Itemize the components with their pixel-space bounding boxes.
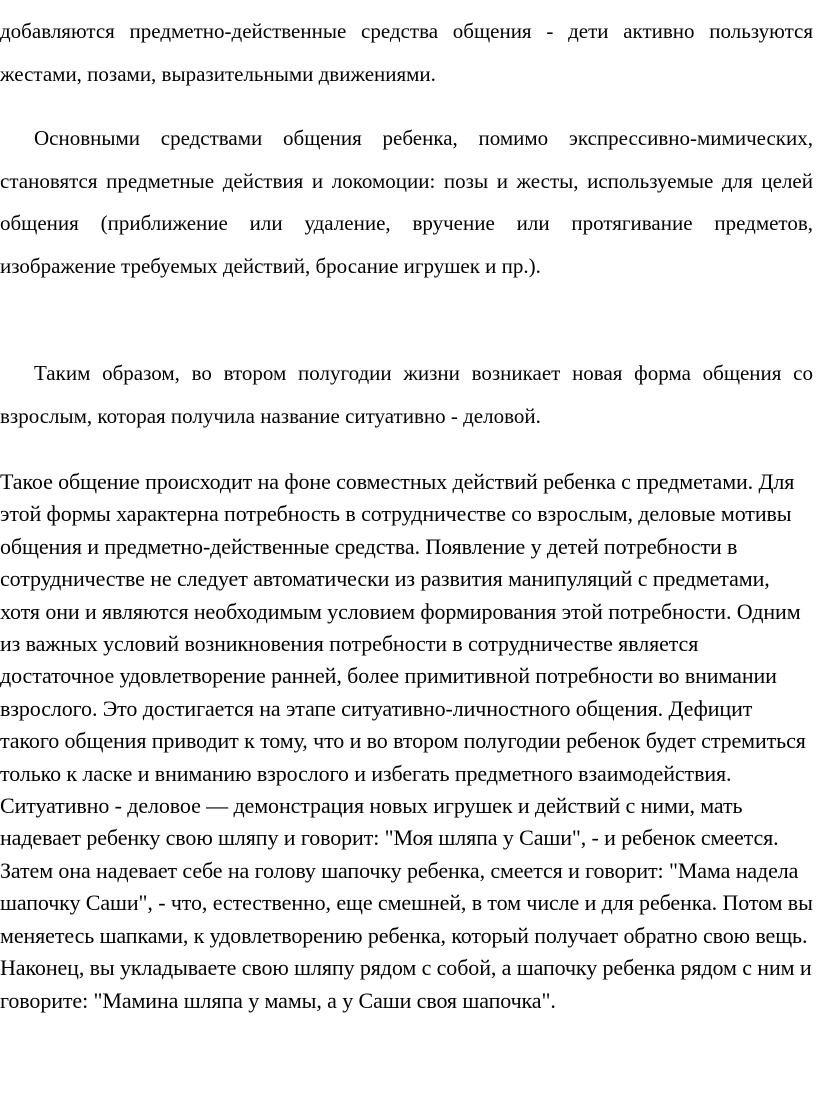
paragraph-situational-business: Таким образом, во втором полугодии жизни возникает новая форма общения со взрослым, которая получила название ситуативно - деловой.: [0, 361, 813, 428]
paragraph-cooperation: Такое общение происходит на фоне совместных действий ребенка с предметами. Для этой формы характерна потребность в сотрудничестве со взрослым, деловые мотивы общения и предметно-действенные средства. Появление у детей потребности в сотрудничестве не следует автоматически из развития манипуляций с предметами, хотя они и являются необходимым условием формирования этой потребности. Одним из важных условий возникновения потребности в сотрудничестве является достаточное удовлетворение ранней, более примитивной потребности во внимании взрослого. Это достигается на этапе ситуативно-личностного общения. Дефицит такого общения приводит к тому, что и во втором полугодии ребенок будет стремиться только к ласке и вниманию взрослого и избегать предметного взаимодействия. Ситуативно - деловое — демонстрация новых игрушек и действий с ними, мать надевает ребенку свою шляпу и говорит: "Моя шляпа у Саши", - и ребенок смеется. Затем она надевает себе на голову шапочку ребенка, смеется и говорит: "Мама надела шапочку Саши", - что, естественно, еще смешней, в том числе и для ребенка. Потом вы меняетесь шапками, к удовлетворению ребенка, который получает обратно свою вещь. Наконец, вы укладываете свою шляпу рядом с собой, а шапочку ребенка рядом с ним и говорите: "Мамина шляпа у мамы, а у Саши своя шапочка".: [0, 469, 813, 1013]
paragraph-continuation: добавляются предметно-действенные средства общения - дети активно пользуются жестами, позами, выразительными движениями.: [0, 19, 813, 86]
paragraph-communication-means: Основными средствами общения ребенка, помимо экспрессивно-мимических, становятся предметные действия и локомоции: позы и жесты, используемые для целей общения (приближение или удаление, вручение или протягивание предметов, изображение требуемых действий, бросание игрушек и пр.).: [0, 126, 813, 278]
